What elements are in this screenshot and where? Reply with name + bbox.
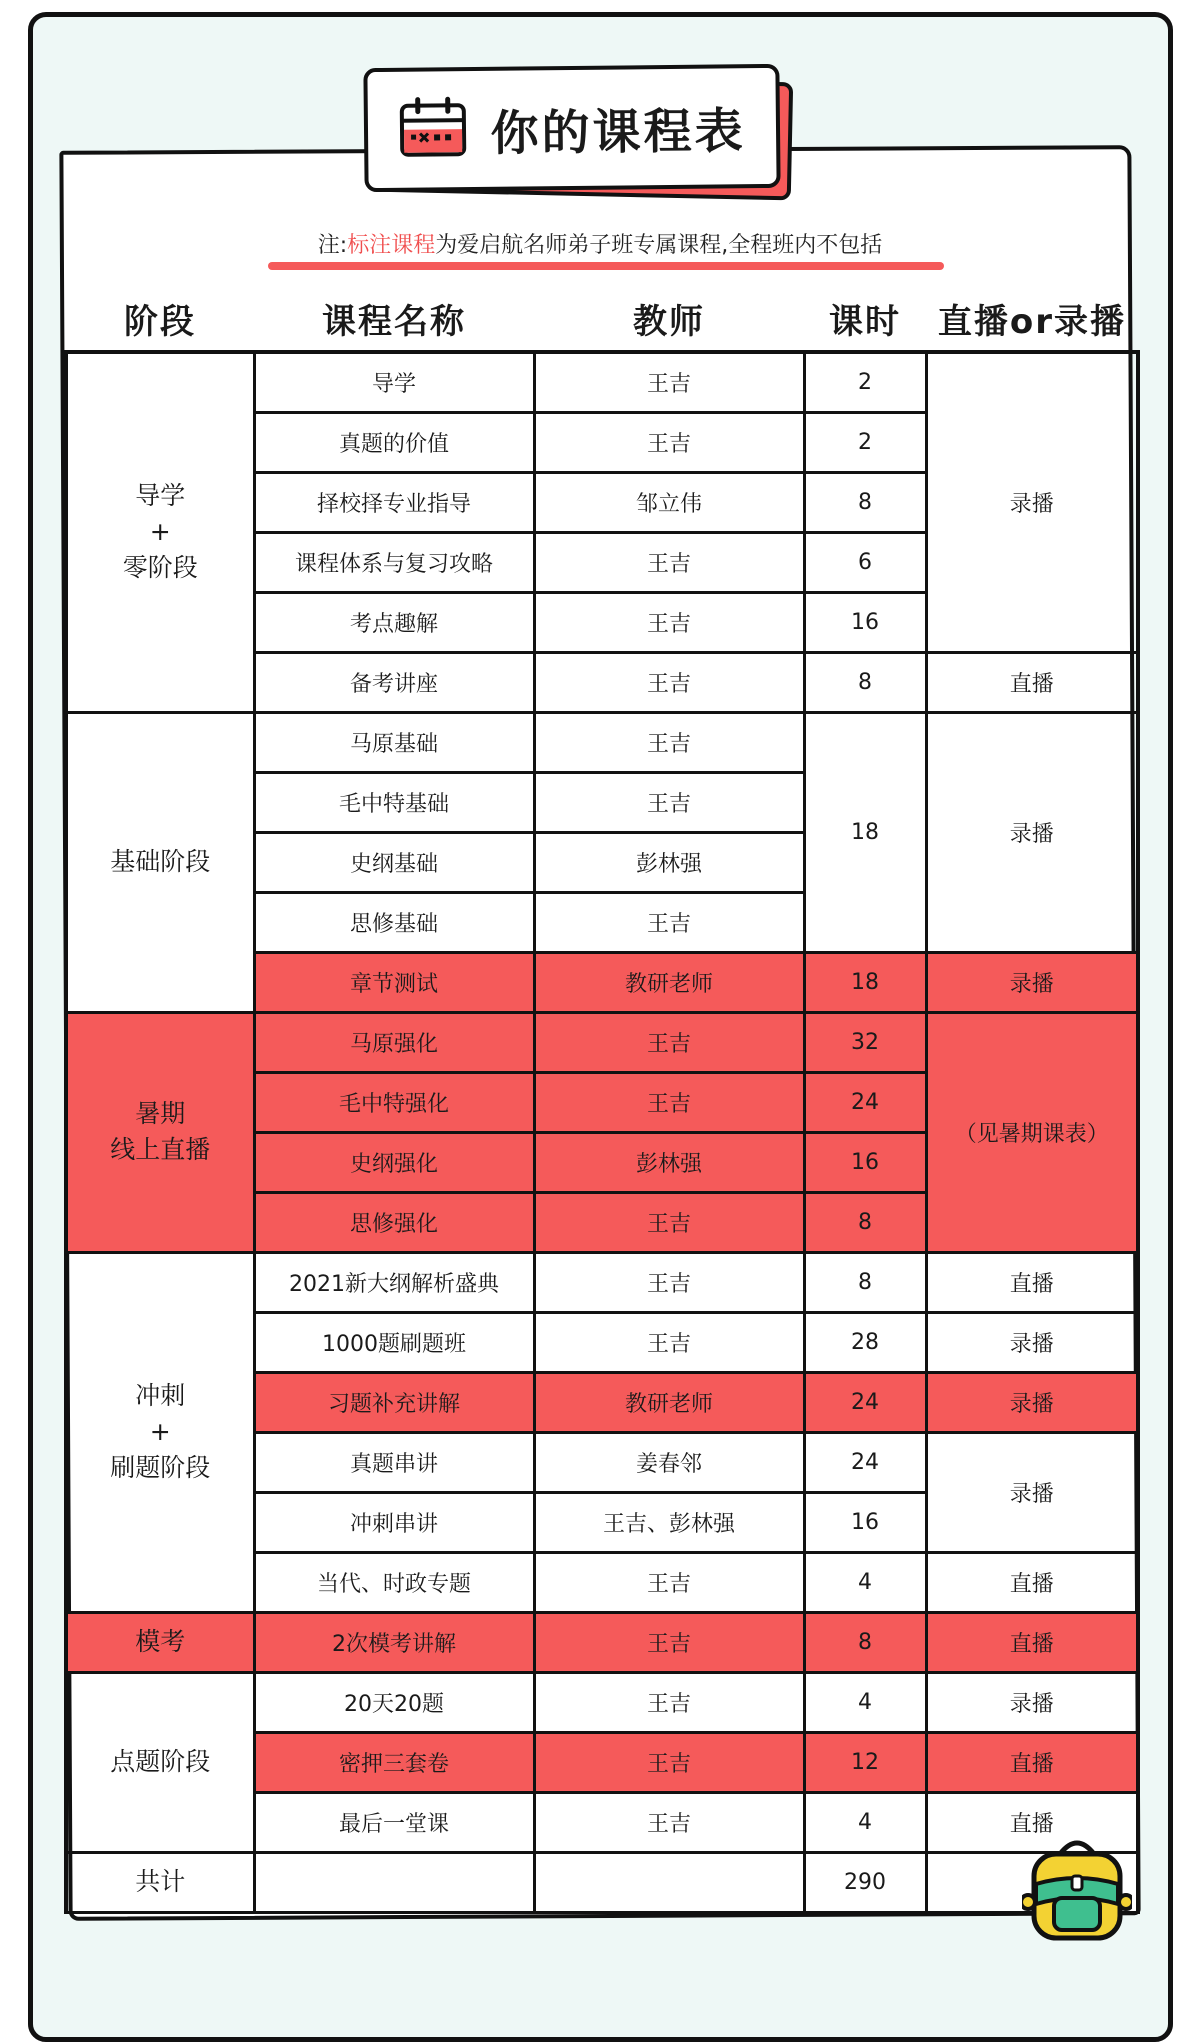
teacher-cell: 王吉 <box>534 1732 804 1792</box>
hours-cell: 8 <box>804 652 926 712</box>
schedule-table <box>64 286 1140 1914</box>
course-cell: 当代、时政专题 <box>254 1552 534 1612</box>
teacher-cell: 王吉 <box>534 1012 804 1072</box>
course-cell: 备考讲座 <box>254 652 534 712</box>
total-course-cell <box>254 1852 534 1912</box>
teacher-cell: 王吉 <box>534 712 804 772</box>
mode-cell: 录播 <box>926 1432 1138 1552</box>
course-cell: 马原基础 <box>254 712 534 772</box>
course-cell: 史纲强化 <box>254 1132 534 1192</box>
course-cell: 马原强化 <box>254 1012 534 1072</box>
mode-cell: （见暑期课表） <box>926 1012 1138 1252</box>
mode-cell: 直播 <box>926 1252 1138 1312</box>
teacher-cell: 王吉 <box>534 1192 804 1252</box>
total-teacher-cell <box>534 1852 804 1912</box>
course-cell: 毛中特基础 <box>254 772 534 832</box>
hours-cell: 16 <box>804 1132 926 1192</box>
mode-cell: 直播 <box>926 1612 1138 1672</box>
course-cell: 导学 <box>254 352 534 412</box>
hours-cell: 16 <box>804 592 926 652</box>
hours-cell: 24 <box>804 1072 926 1132</box>
teacher-cell: 王吉 <box>534 532 804 592</box>
mode-cell: 录播 <box>926 1672 1138 1732</box>
course-cell: 2次模考讲解 <box>254 1612 534 1672</box>
hours-cell: 8 <box>804 1612 926 1672</box>
note-prefix: 注: <box>318 233 347 258</box>
mode-cell: 直播 <box>926 1552 1138 1612</box>
teacher-cell: 姜春邻 <box>534 1432 804 1492</box>
hours-cell: 2 <box>804 352 926 412</box>
backpack-icon <box>1022 1832 1132 1944</box>
mode-cell: 录播 <box>926 712 1138 952</box>
teacher-cell: 王吉 <box>534 592 804 652</box>
calendar-icon <box>398 96 469 163</box>
course-note <box>0 228 1200 259</box>
hours-cell: 4 <box>804 1792 926 1852</box>
stage-cell: 基础阶段 <box>66 712 254 1012</box>
total-row <box>66 1852 1138 1912</box>
total-hours: 290 <box>804 1852 926 1912</box>
course-cell: 毛中特强化 <box>254 1072 534 1132</box>
course-cell: 章节测试 <box>254 952 534 1012</box>
total-label: 共计 <box>66 1852 254 1912</box>
course-cell: 最后一堂课 <box>254 1792 534 1852</box>
mode-cell: 直播 <box>926 652 1138 712</box>
course-cell: 习题补充讲解 <box>254 1372 534 1432</box>
stage-cell: 点题阶段 <box>66 1672 254 1852</box>
mode-cell: 录播 <box>926 352 1138 652</box>
teacher-cell: 王吉 <box>534 652 804 712</box>
mode-cell: 直播 <box>926 1792 1138 1852</box>
course-cell: 真题的价值 <box>254 412 534 472</box>
teacher-cell: 王吉 <box>534 1072 804 1132</box>
course-cell: 课程体系与复习攻略 <box>254 532 534 592</box>
teacher-cell: 彭林强 <box>534 1132 804 1192</box>
teacher-cell: 王吉 <box>534 1312 804 1372</box>
mode-cell: 录播 <box>926 1372 1138 1432</box>
hours-cell: 16 <box>804 1492 926 1552</box>
note-suffix: 为爱启航名师弟子班专属课程,全程班内不包括 <box>435 233 882 258</box>
hours-cell: 6 <box>804 532 926 592</box>
hours-cell: 24 <box>804 1372 926 1432</box>
stage-cell: 冲刺 + 刷题阶段 <box>66 1252 254 1612</box>
note-underline <box>268 262 944 270</box>
table-row <box>66 1012 1138 1072</box>
mode-cell: 录播 <box>926 1312 1138 1372</box>
table-row <box>66 352 1138 412</box>
course-cell: 20天20题 <box>254 1672 534 1732</box>
hours-cell: 2 <box>804 412 926 472</box>
table-row <box>66 712 1138 772</box>
course-cell: 择校择专业指导 <box>254 472 534 532</box>
teacher-cell: 王吉 <box>534 1612 804 1672</box>
teacher-cell: 邹立伟 <box>534 472 804 532</box>
note-highlight: 标注课程 <box>347 233 435 258</box>
course-cell: 冲刺串讲 <box>254 1492 534 1552</box>
hours-cell: 28 <box>804 1312 926 1372</box>
hours-cell: 32 <box>804 1012 926 1072</box>
hours-cell: 4 <box>804 1552 926 1612</box>
col-header-mode: 直播or录播 <box>926 286 1138 352</box>
teacher-cell: 王吉 <box>534 1552 804 1612</box>
teacher-cell: 教研老师 <box>534 952 804 1012</box>
table-header-row <box>66 286 1138 352</box>
hours-cell: 4 <box>804 1672 926 1732</box>
stage-cell: 暑期 线上直播 <box>66 1012 254 1252</box>
course-cell: 1000题刷题班 <box>254 1312 534 1372</box>
course-cell: 考点趣解 <box>254 592 534 652</box>
teacher-cell: 彭林强 <box>534 832 804 892</box>
col-header-hours: 课时 <box>804 286 926 352</box>
hours-cell: 24 <box>804 1432 926 1492</box>
col-header-teacher: 教师 <box>534 286 804 352</box>
teacher-cell: 教研老师 <box>534 1372 804 1432</box>
teacher-cell: 王吉 <box>534 1792 804 1852</box>
stage-cell: 模考 <box>66 1612 254 1672</box>
course-cell: 真题串讲 <box>254 1432 534 1492</box>
teacher-cell: 王吉 <box>534 892 804 952</box>
table-row <box>66 1672 1138 1732</box>
col-header-stage: 阶段 <box>66 286 254 352</box>
hours-cell: 18 <box>804 952 926 1012</box>
stage-cell: 导学 + 零阶段 <box>66 352 254 712</box>
col-header-course: 课程名称 <box>254 286 534 352</box>
teacher-cell: 王吉、彭林强 <box>534 1492 804 1552</box>
teacher-cell: 王吉 <box>534 1252 804 1312</box>
teacher-cell: 王吉 <box>534 772 804 832</box>
teacher-cell: 王吉 <box>534 1672 804 1732</box>
teacher-cell: 王吉 <box>534 352 804 412</box>
table-row <box>66 1612 1138 1672</box>
page-title: 你的课程表 <box>490 92 746 164</box>
hours-cell: 8 <box>804 472 926 532</box>
hours-cell: 8 <box>804 1252 926 1312</box>
title-card <box>363 64 780 192</box>
teacher-cell: 王吉 <box>534 412 804 472</box>
course-cell: 2021新大纲解析盛典 <box>254 1252 534 1312</box>
course-cell: 思修强化 <box>254 1192 534 1252</box>
mode-cell: 直播 <box>926 1732 1138 1792</box>
table-row <box>66 1252 1138 1312</box>
mode-cell: 录播 <box>926 952 1138 1012</box>
course-cell: 史纲基础 <box>254 832 534 892</box>
course-cell: 思修基础 <box>254 892 534 952</box>
hours-cell: 12 <box>804 1732 926 1792</box>
course-cell: 密押三套卷 <box>254 1732 534 1792</box>
hours-cell: 18 <box>804 712 926 952</box>
hours-cell: 8 <box>804 1192 926 1252</box>
